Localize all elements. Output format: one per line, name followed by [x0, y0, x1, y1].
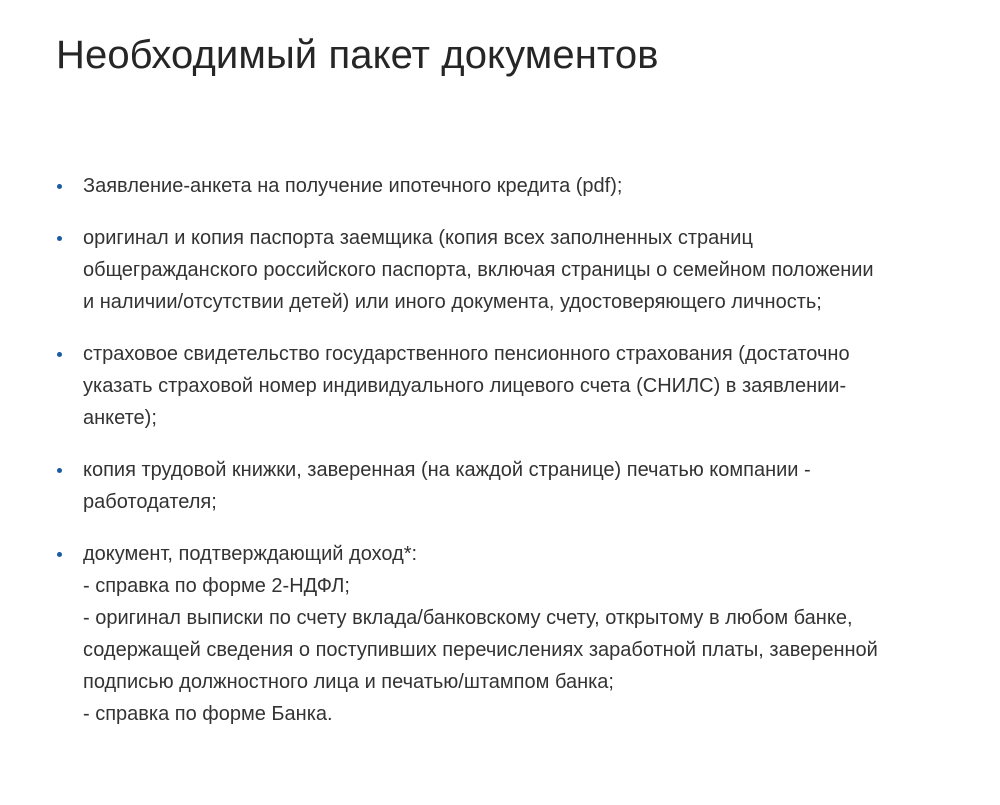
- list-item-line: общегражданского российского паспорта, включая страницы о семейном положении: [83, 259, 874, 281]
- list-item-line: анкете);: [83, 407, 157, 429]
- list-item-line: - справка по форме Банка.: [83, 703, 333, 725]
- list-item-income-proof: [57, 538, 967, 730]
- list-item-line: - оригинал выписки по счету вклада/банковскому счету, открытому в любом банке,: [83, 607, 853, 629]
- list-item-line: содержащей сведения о поступивших перечислениях заработной платы, заверенной: [83, 639, 878, 661]
- list-item-passport: [57, 222, 967, 318]
- list-item-application-form: [57, 170, 967, 202]
- page-title: Необходимый пакет документов: [56, 33, 659, 77]
- bullet-icon: [57, 352, 62, 357]
- list-item-line: оригинал и копия паспорта заемщика (копия всех заполненных страниц: [83, 227, 753, 249]
- list-item-line: копия трудовой книжки, заверенная (на каждой странице) печатью компании -: [83, 459, 811, 481]
- bullet-icon: [57, 184, 62, 189]
- list-item-line: страховое свидетельство государственного пенсионного страхования (достаточно: [83, 343, 850, 365]
- list-item-line: подписью должностного лица и печатью/штампом банка;: [83, 671, 614, 693]
- list-item-pension-certificate: [57, 338, 967, 434]
- bullet-icon: [57, 552, 62, 557]
- bullet-icon: [57, 468, 62, 473]
- list-item-line: работодателя;: [83, 491, 217, 513]
- list-item-line: и наличии/отсутствии детей) или иного документа, удостоверяющего личность;: [83, 291, 822, 313]
- documents-list: [57, 170, 967, 750]
- list-item-line: документ, подтверждающий доход*:: [83, 543, 418, 565]
- list-item-line: - справка по форме 2-НДФЛ;: [83, 575, 350, 597]
- list-item-employment-record: [57, 454, 967, 518]
- list-item-line: Заявление-анкета на получение ипотечного кредита (pdf);: [83, 175, 623, 197]
- bullet-icon: [57, 236, 62, 241]
- list-item-line: указать страховой номер индивидуального лицевого счета (СНИЛС) в заявлении-: [83, 375, 847, 397]
